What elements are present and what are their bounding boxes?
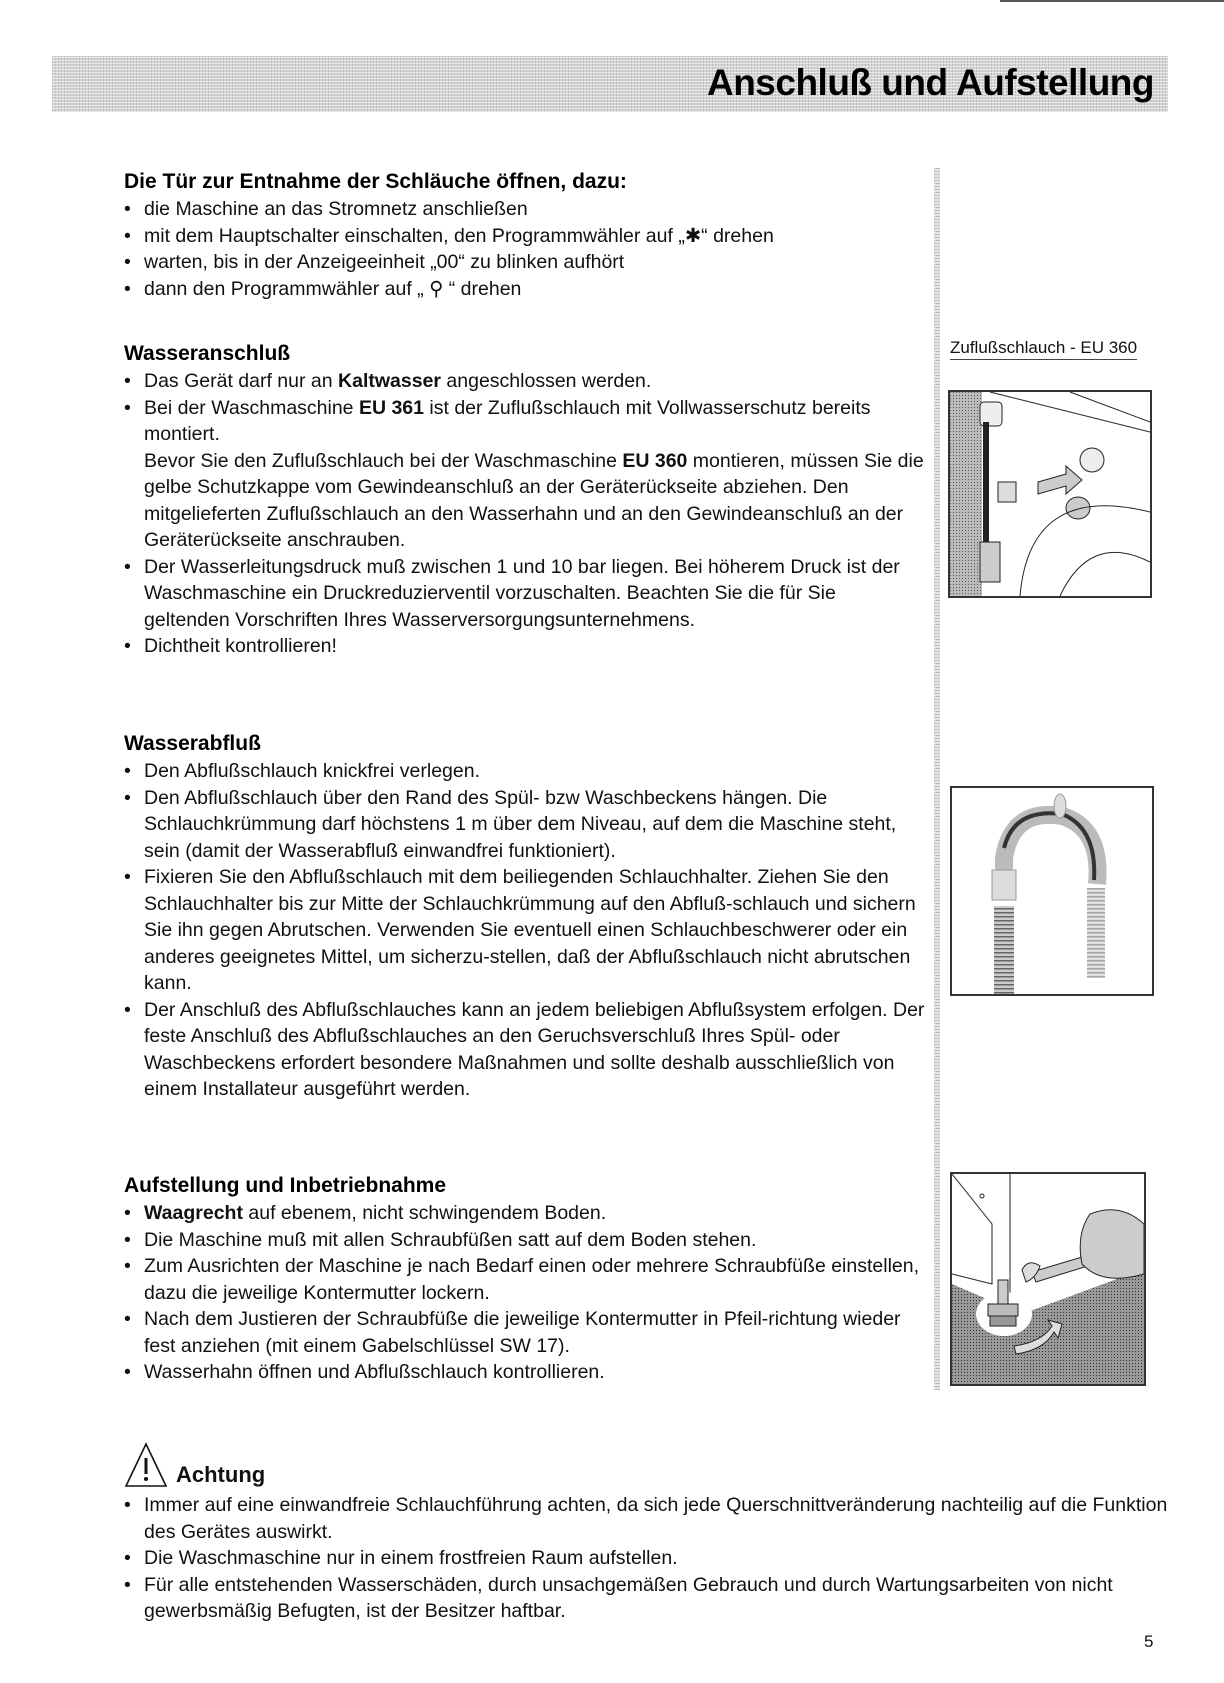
page-number: 5 bbox=[1144, 1632, 1154, 1651]
bullet-list bbox=[124, 1492, 1184, 1625]
top-rule bbox=[1000, 0, 1224, 2]
list-item: • Den Abflußschlauch knickfrei verlegen. bbox=[124, 758, 934, 785]
list-item: • Dichtheit kontrollieren! bbox=[124, 633, 924, 660]
list-item: • Fixieren Sie den Abflußschlauch mit dem beiliegenden Schlauchhalter. Ziehen Sie den Schlauchhalter bis zur Mitte der Schlauchkrümmung auf den Abfluß-schlauch und sichern Sie ihn gegen Abrutschen. Verwenden Sie eventuell einen Schlauchbeschwerer oder ein anderes geeignetes Mittel, um sicherzu-stellen, daß der Abflußschlauch nicht abrutschen kann. bbox=[124, 864, 934, 997]
list-item: • Der Wasserleitungsdruck muß zwischen 1 und 10 bar liegen. Bei höherem Druck ist der Waschmaschine ein Druckreduzierventil vorzuschalten. Beachten Sie die für Sie geltenden Vorschriften Ihres Wasserversorgungsunternehmens. bbox=[124, 554, 924, 634]
warning-header bbox=[124, 1438, 1184, 1488]
list-item: • Die Waschmaschine nur in einem frostfreien Raum aufstellen. bbox=[124, 1545, 1184, 1572]
figure-caption: Zuflußschlauch - EU 360 bbox=[950, 338, 1137, 360]
bullet-list bbox=[124, 758, 934, 1103]
list-item: • Waagrecht auf ebenem, nicht schwingendem Boden. bbox=[124, 1200, 934, 1227]
list-item: • Wasserhahn öffnen und Abflußschlauch kontrollieren. bbox=[124, 1359, 934, 1386]
section-heading: Die Tür zur Entnahme der Schläuche öffnen, dazu: bbox=[124, 170, 627, 193]
section-door bbox=[124, 168, 924, 302]
page-title: Anschluß und Aufstellung bbox=[706, 62, 1154, 103]
drain-hose-illustration bbox=[950, 786, 1154, 996]
list-item: • Die Maschine muß mit allen Schraubfüßen satt auf dem Boden stehen. bbox=[124, 1227, 934, 1254]
list-item: • Nach dem Justieren der Schraubfüße die jeweilige Kontermutter in Pfeil-richtung wieder fest anziehen (mit einem Gabelschlüssel SW 17). bbox=[124, 1306, 934, 1359]
bullet-list bbox=[124, 196, 924, 302]
wrench-leveling-drawing-icon bbox=[952, 1174, 1144, 1384]
drain-hose-drawing-icon bbox=[952, 788, 1152, 994]
list-item: • Der Anschluß des Abflußschlauches kann an jedem beliebigen Abflußsystem erfolgen. Der feste Anschluß des Abflußschlauches an den Geruchsverschluß Ihres Spül- oder Waschbeckens erfordert besondere Maßnahmen und sollte deshalb ausschließlich von einem Installateur ausgeführt werden. bbox=[124, 997, 934, 1103]
list-item: • mit dem Hauptschalter einschalten, den Programmwähler auf „✱“ drehen bbox=[124, 223, 924, 250]
inlet-hose-illustration bbox=[948, 390, 1152, 598]
list-item: • Das Gerät darf nur an Kaltwasser angeschlossen werden. bbox=[124, 368, 924, 395]
leveling-feet-illustration bbox=[950, 1172, 1146, 1386]
list-item: • Den Abflußschlauch über den Rand des Spül- bzw Waschbeckens hängen. Die Schlauchkrümmung darf höchstens 1 m über dem Niveau, auf dem die Maschine steht, sein (damit der Wasserabfluß einwandfrei funktioniert). bbox=[124, 785, 934, 865]
header-banner bbox=[52, 56, 1168, 112]
list-item: • Für alle entstehenden Wasserschäden, durch unsachgemäßen Gebrauch und durch Wartungsarbeiten von nicht gewerbsmäßig Befugten, ist der Besitzer haftbar. bbox=[124, 1572, 1184, 1625]
list-item: • Immer auf eine einwandfreie Schlauchführung achten, da sich jede Querschnittveränderung nachteilig auf die Funktion des Gerätes auswirkt. bbox=[124, 1492, 1184, 1545]
warning-triangle-icon bbox=[124, 1442, 168, 1488]
section-water-drain bbox=[124, 730, 934, 1103]
inlet-hose-drawing-icon bbox=[950, 392, 1150, 596]
list-item: • Bei der Waschmaschine EU 361 ist der Zuflußschlauch mit Vollwasserschutz bereits montiert. Bevor Sie den Zuflußschlauch bei der Waschmaschine EU 360 montieren, müssen Sie die gelbe Schutzkappe vom Gewindeanschluß an der Geräterückseite abziehen. Den mitgelieferten Zuflußschlauch an den Wasserhahn und an den Gewindeanschluß an der Geräterückseite anschrauben. bbox=[124, 395, 924, 554]
list-item: • dann den Programmwähler auf „ ⚲ “ drehen bbox=[124, 276, 924, 303]
bullet-list bbox=[124, 368, 924, 660]
list-item: • die Maschine an das Stromnetz anschließen bbox=[124, 196, 924, 223]
section-heading: Aufstellung und Inbetriebnahme bbox=[124, 1174, 447, 1197]
list-item: • Zum Ausrichten der Maschine je nach Bedarf einen oder mehrere Schraubfüße einstellen, dazu die jeweilige Kontermutter lockern. bbox=[124, 1253, 934, 1306]
list-item: • warten, bis in der Anzeigeeinheit „00“ zu blinken aufhört bbox=[124, 249, 924, 276]
bullet-list bbox=[124, 1200, 934, 1386]
section-heading: Wasserabfluß bbox=[124, 732, 261, 755]
warning-section bbox=[124, 1438, 1184, 1625]
section-heading: Wasseranschluß bbox=[124, 342, 291, 365]
warning-heading: Achtung bbox=[176, 1462, 266, 1487]
section-setup bbox=[124, 1172, 934, 1386]
column-divider bbox=[934, 168, 940, 1390]
section-water-inlet bbox=[124, 340, 924, 660]
